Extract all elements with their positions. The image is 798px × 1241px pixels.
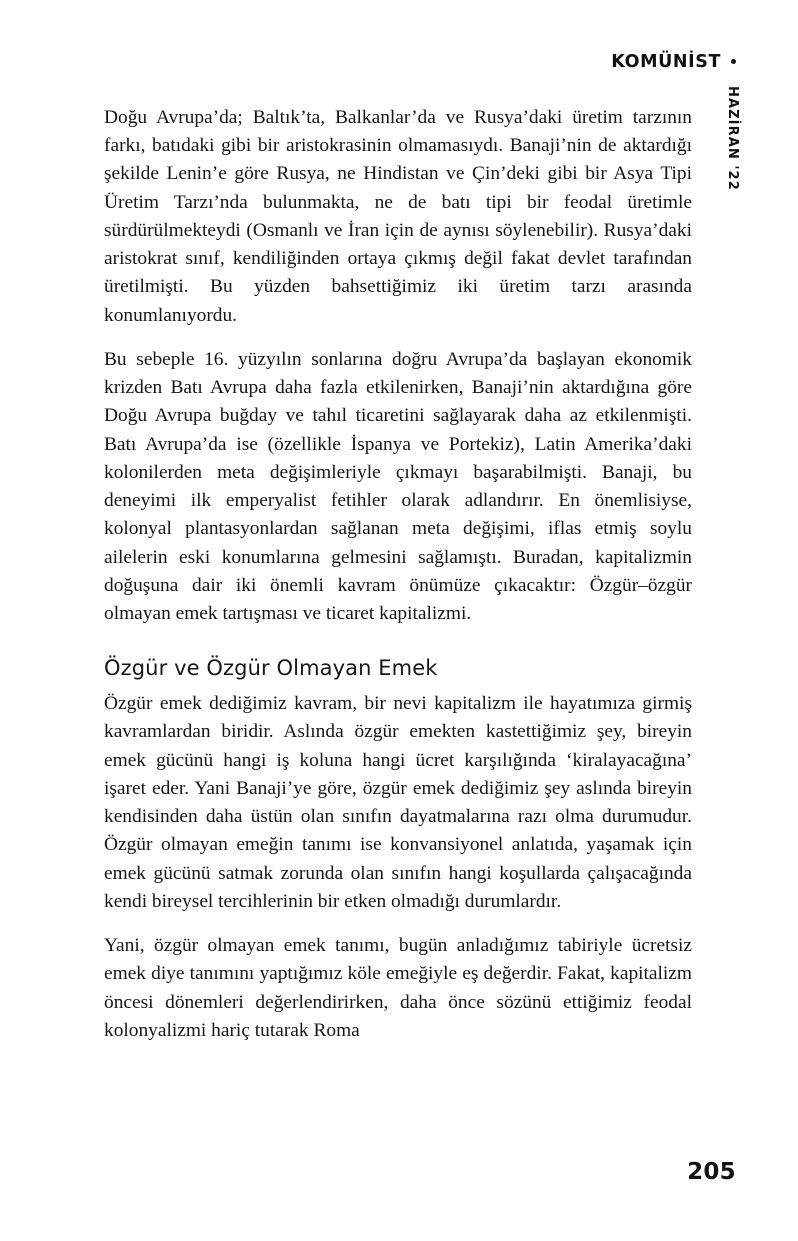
paragraph: Doğu Avrupa’da; Baltık’ta, Balkanlar’da ve Rusya’daki üretim tarzının farkı, batıdaki gibi bir aristokrasinin olmamasıydı. Banaji’nin de aktardığı şekilde Lenin’e göre Rusya, ne Hindistan ve Çin’deki gibi bir Asya Tipi Üretim Tarzı’nda bulunmakta, ne de batı tipi bir feodal üretimle sürdürülmekteydi (Osmanlı ve İran için de aynısı söylenebilir). Rusya’daki aristokrat sınıf, kendiliğinden ortaya çıkmış değil fakat devlet tarafından üretilmişti. Bu yüzden bahsettiğimiz iki üretim tarzı arasında konumlanıyordu. [104,107,692,326]
page-number: 205 [687,1159,736,1185]
section-heading: Özgür ve Özgür Olmayan Emek [104,656,438,681]
paragraph: Yani, özgür olmayan emek tanımı, bugün anladığımız tabiriyle ücretsiz emek diye tanımını yaptığımız köle emeğiyle eş değerdir. Fakat, kapitalizm öncesi dönemleri değerlendirirken, daha önce sözünü ettiğimiz feodal kolonyalizmi hariç tutarak Roma [104,935,692,1041]
paragraph: Özgür emek dediğimiz kavram, bir nevi kapitalizm ile hayatımıza girmiş kavramlardan biridir. Aslında özgür emekten kastettiğimiz şey, bireyin emek gücünü hangi iş koluna hangi ücret karşılığında ‘kiralayacağına’ işaret eder. Yani Banaji’ye göre, özgür emek dediğimiz şey aslında bireyin kendisinden daha üstün olan sınıfın dayatmalarına razı olma durumudur. Özgür olmayan emeğin tanımı ise konvansiyonel anlatıda, yaşamak için emek gücünü satmak zorunda olan sınıfın hangi koşullarda çalışacağında kendi bireysel tercihlerinin bir etken olmadığı durumlardır. [104,693,692,912]
running-head [611,52,736,72]
bullet-icon [731,59,736,64]
text-column [104,104,692,1045]
running-head-title: KOMÜNİST [611,52,721,72]
issue-date-label: HAZİRAN '22 [725,86,740,191]
paragraph: Bu sebeple 16. yüzyılın sonlarına doğru Avrupa’da başlayan ekonomik krizden Batı Avrupa daha fazla etkilenirken, Banaji’nin aktardığına göre Doğu Avrupa buğday ve tahıl ticaretini sağlayarak daha az etkilenmişti. Batı Avrupa’da ise (özellikle İspanya ve Portekiz), Latin Amerika’daki kolonilerden meta değişimleriyle çıkmayı başarabilmişti. Banaji, bu deneyimi ilk emperyalist fetihler olarak adlandırır. En önemlisiyse, kolonyal plantasyonlardan sağlanan meta değişimi, iflas etmiş soylu ailelerin eski konumlarına gelmesini sağlamıştı. Buradan, kapitalizmin doğuşuna dair iki önemli kavram önümüze çıkacaktır: Özgür–özgür olmayan emek tartışması ve ticaret kapitalizmi. [104,348,692,624]
